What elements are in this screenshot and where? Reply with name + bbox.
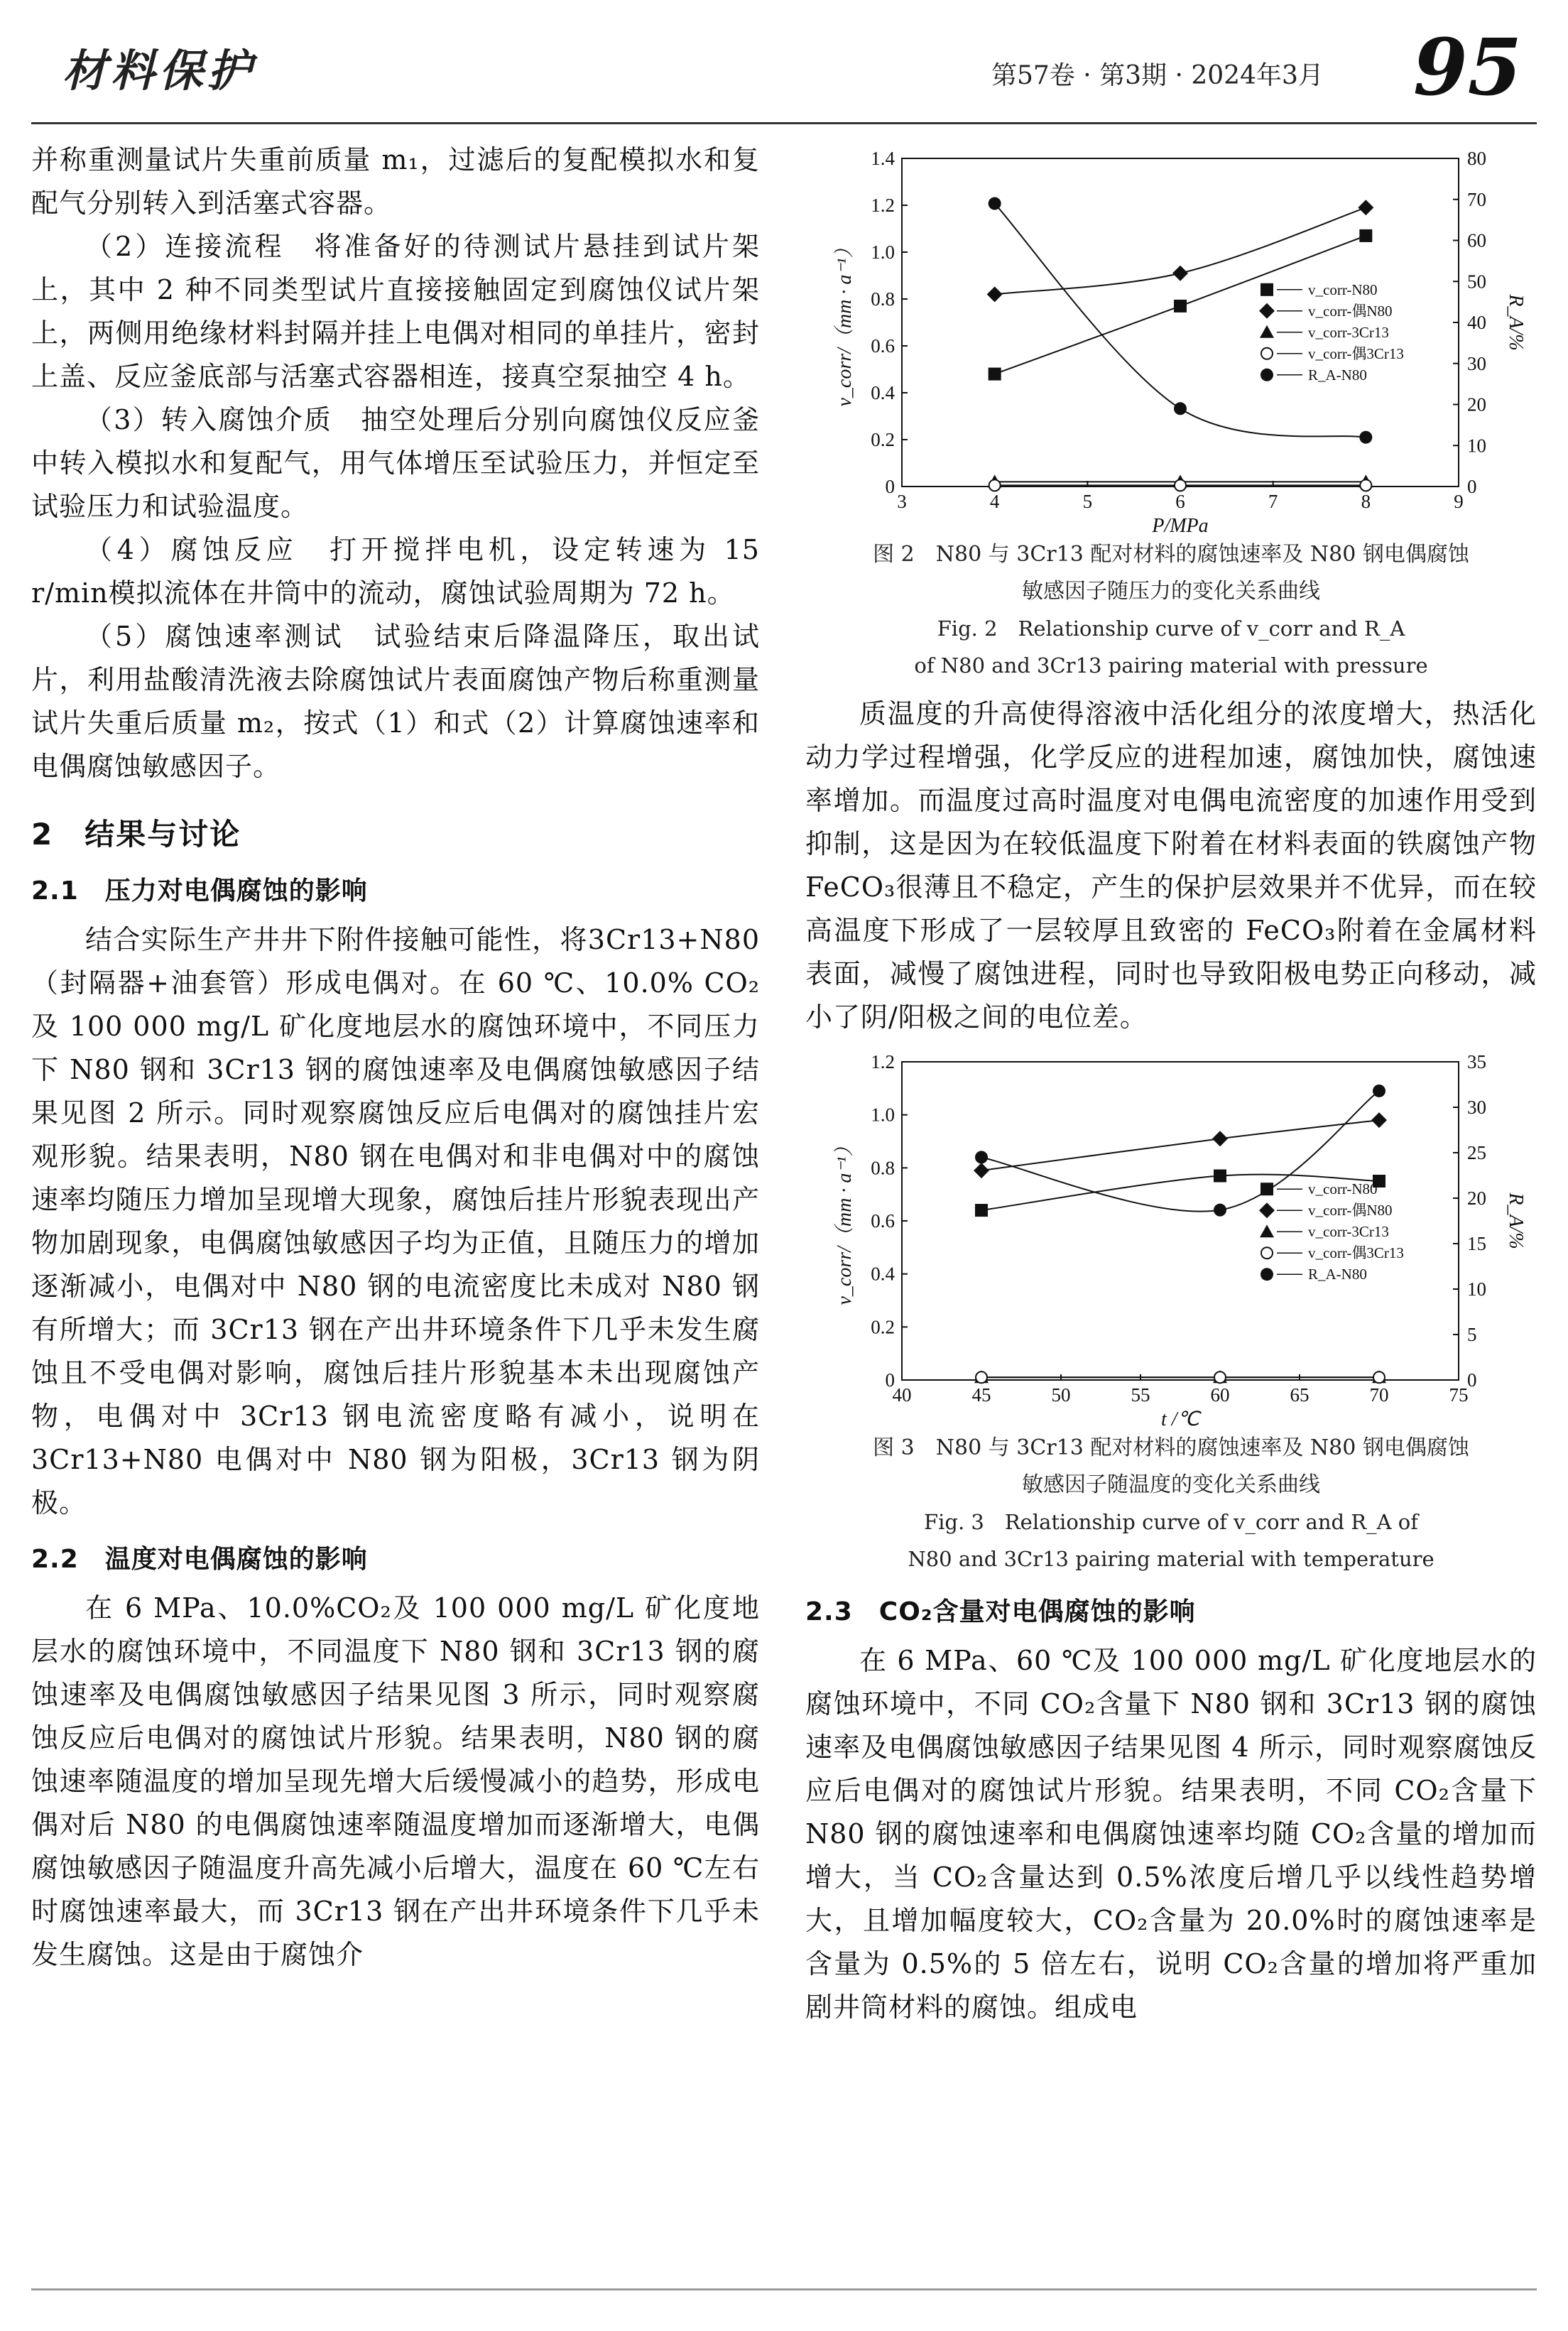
- paragraph: （4）腐蚀反应 打开搅拌电机，设定转速为 15 r/min模拟流体在井筒中的流动，腐蚀试验周期为 72 h。: [31, 534, 760, 609]
- figure-3-caption-en: [805, 1504, 1537, 1577]
- y2-tick-label: 0: [1467, 1369, 1477, 1391]
- right-column: [805, 138, 1537, 2029]
- series-v_corr-3Cr13: [974, 1370, 1386, 1383]
- y-tick-label: 0.8: [871, 1157, 895, 1179]
- x-tick-label: 4: [989, 491, 1000, 512]
- x-tick-label: 45: [971, 1384, 991, 1406]
- caption-line: Fig. 2 Relationship curve of v_corr and R_A: [937, 616, 1405, 641]
- legend-label: v_corr-3Cr13: [1308, 1223, 1389, 1241]
- figure-3-chart: [805, 1046, 1537, 1430]
- paragraph: （2）连接流程 将准备好的待测试片悬挂到试片架上，其中 2 种不同类型试片直接接触固定到腐蚀仪试片架上，两侧用绝缘材料封隔并挂上电偶对相同的单挂片，密封上盖、反应釜底部与活塞式容器相连，接真空泵抽空 4 h。: [31, 231, 760, 392]
- y-axis-label: v_corr/（mm · a⁻¹）: [834, 238, 856, 407]
- y-tick-label: 0.2: [871, 429, 895, 450]
- data-point: [1172, 266, 1188, 281]
- data-point: [1373, 1371, 1385, 1383]
- footer-rule: [31, 2288, 1537, 2291]
- x-tick-label: 55: [1131, 1384, 1150, 1406]
- x-tick-label: 5: [1082, 491, 1093, 512]
- issue-info: 第57卷 · 第3期 · 2024年3月: [991, 61, 1324, 90]
- y2-tick-label: 40: [1467, 312, 1486, 333]
- y2-tick-label: 20: [1467, 1188, 1486, 1209]
- section-heading: 2 结果与讨论: [31, 817, 241, 852]
- y-tick-label: 0.4: [871, 382, 895, 403]
- data-point: [1359, 431, 1372, 444]
- y-tick-label: 1.0: [871, 1104, 895, 1126]
- y2-tick-label: 20: [1467, 393, 1486, 415]
- y-tick-label: 1.2: [871, 1051, 895, 1072]
- y2-tick-label: 60: [1467, 229, 1486, 251]
- legend-label: v_corr-偶3Cr13: [1308, 1244, 1404, 1262]
- data-point: [989, 197, 1001, 210]
- caption-line: of N80 and 3Cr13 pairing material with pressure: [914, 653, 1428, 678]
- data-point: [1214, 1170, 1226, 1183]
- y2-axis-label: R_A/%: [1505, 1192, 1527, 1249]
- y2-tick-label: 80: [1467, 148, 1486, 169]
- caption-line: N80 and 3Cr13 pairing material with temperature: [908, 1547, 1434, 1571]
- data-point: [1373, 1085, 1385, 1097]
- caption-line: Fig. 3 Relationship curve of v_corr and R_A of: [923, 1510, 1418, 1534]
- data-point: [1214, 1204, 1226, 1217]
- legend-label: v_corr-偶N80: [1308, 1202, 1393, 1219]
- data-point: [989, 368, 1001, 381]
- data-point: [1359, 229, 1372, 242]
- plot-frame: [902, 1062, 1459, 1380]
- paragraph: 质温度的升高使得溶液中活化组分的浓度增大，热活化动力学过程增强，化学反应的进程加速，腐蚀加快，腐蚀速率增加。而温度过高时温度对电偶电流密度的加速作用受到抑制，这是因为在较低温度下附着在材料表面的铁腐蚀产物 FeCO₃很薄且不稳定，产生的保护层效果并不优异，而在较高温度下形成了一层较厚且致密的 FeCO₃附着在金属材料表面，减慢了腐蚀进程，同时也导致阳极电势正向移动，减小了阴/阳极之间的电位差。: [805, 698, 1537, 1033]
- y2-tick-label: 30: [1467, 352, 1486, 374]
- y2-tick-label: 70: [1467, 188, 1486, 210]
- legend-label: R_A-N80: [1308, 366, 1367, 384]
- figure-2-caption-cn: [805, 536, 1537, 610]
- y-axis-label: v_corr/（mm · a⁻¹）: [834, 1136, 856, 1305]
- y2-axis-label: R_A/%: [1505, 294, 1527, 351]
- y-tick-label: 0.2: [871, 1316, 895, 1338]
- data-point: [975, 1151, 988, 1163]
- y2-tick-label: 5: [1467, 1324, 1477, 1345]
- data-point: [1174, 402, 1187, 415]
- subsection-heading: 2.3 CO₂含量对电偶腐蚀的影响: [805, 1597, 1196, 1626]
- series-v_corr-偶N80: [974, 1112, 1387, 1178]
- legend-marker: [1260, 325, 1274, 338]
- x-tick-label: 40: [892, 1384, 912, 1406]
- y-tick-label: 1.2: [871, 195, 895, 216]
- data-point: [1358, 200, 1373, 215]
- series-line: [981, 1120, 1379, 1170]
- x-tick-label: 50: [1051, 1384, 1071, 1406]
- legend-marker: [1260, 1224, 1274, 1237]
- data-point: [1175, 479, 1186, 491]
- y2-tick-label: 0: [1467, 476, 1477, 497]
- y2-tick-label: 35: [1467, 1051, 1486, 1072]
- legend-marker: [1259, 1202, 1275, 1218]
- figure-2-chart: [805, 138, 1537, 536]
- legend-marker: [1261, 283, 1273, 296]
- subsection-heading: 2.1 压力对电偶腐蚀的影响: [31, 876, 368, 906]
- data-point: [989, 479, 1001, 491]
- data-point: [1371, 1112, 1387, 1128]
- data-point: [1212, 1131, 1228, 1146]
- y2-tick-label: 50: [1467, 271, 1486, 293]
- legend-marker: [1261, 1268, 1273, 1281]
- data-point: [975, 1204, 988, 1217]
- y-tick-label: 0: [885, 476, 895, 497]
- plot-frame: [902, 158, 1459, 487]
- x-tick-label: 8: [1361, 491, 1371, 512]
- legend-marker: [1261, 348, 1273, 359]
- header-rule: [31, 122, 1537, 124]
- y2-tick-label: 25: [1467, 1142, 1486, 1163]
- caption-line: 敏感因子随温度的变化关系曲线: [1022, 1472, 1320, 1497]
- legend-label: v_corr-3Cr13: [1308, 323, 1389, 341]
- journal-name: 材料保护: [62, 45, 256, 97]
- paragraph: 并称重测量试片失重前质量 m₁，过滤后的复配模拟水和复配气分别转入到活塞式容器。: [31, 144, 760, 219]
- series-v_corr-偶3Cr13: [976, 1371, 1385, 1383]
- page-number: 95: [1413, 21, 1523, 113]
- legend-marker: [1259, 303, 1275, 319]
- legend-label: v_corr-偶3Cr13: [1308, 344, 1404, 362]
- data-point: [1360, 479, 1371, 491]
- x-tick-label: 60: [1210, 1384, 1230, 1406]
- x-tick-label: 65: [1290, 1384, 1310, 1406]
- x-tick-label: 6: [1175, 491, 1185, 512]
- y-tick-label: 0.6: [871, 335, 895, 357]
- legend-label: v_corr-N80: [1308, 281, 1378, 298]
- paragraph: 在 6 MPa、60 ℃及 100 000 mg/L 矿化度地层水的腐蚀环境中，不同 CO₂含量下 N80 钢和 3Cr13 钢的腐蚀速率及电偶腐蚀敏感因子结果见图 4 所示，同时观察腐蚀反应后电偶对的腐蚀试片形貌。结果表明，不同 CO₂含量下 N80 钢的腐蚀速率和电偶腐蚀速率均随 CO₂含量的增加而增大，当 CO₂含量达到 0.5%浓度后增几乎以线性趋势增大，且增加幅度较大，CO₂含量为 20.0%时的腐蚀速率是含量为 0.5%的 5 倍左右，说明 CO₂含量的增加将严重加剧井筒材料的腐蚀。组成电: [805, 1645, 1537, 2023]
- y2-tick-label: 10: [1467, 1278, 1486, 1300]
- legend-marker: [1261, 369, 1273, 381]
- subsection-heading: 2.2 温度对电偶腐蚀的影响: [31, 1545, 368, 1574]
- legend-label: v_corr-偶N80: [1308, 302, 1393, 320]
- x-tick-label: 7: [1268, 491, 1278, 512]
- x-tick-label: 9: [1454, 491, 1464, 512]
- paragraph: （5）腐蚀速率测试 试验结束后降温降压，取出试片，利用盐酸清洗液去除腐蚀试片表面腐蚀产物后称重测量试片失重后质量 m₂，按式（1）和式（2）计算腐蚀速率和电偶腐蚀敏感因子。: [31, 621, 760, 782]
- x-tick-label: 75: [1449, 1384, 1469, 1406]
- series-R_A-N80: [989, 197, 1373, 444]
- data-point: [987, 286, 1003, 302]
- paragraph: 结合实际生产井井下附件接触可能性，将3Cr13+N80（封隔器+油套管）形成电偶对。在 60 ℃、10.0% CO₂及 100 000 mg/L 矿化度地层水的腐蚀环境中，不同压力下 N80 钢和 3Cr13 钢的腐蚀速率及电偶腐蚀敏感因子结果见图 2 所示。同时观察腐蚀反应后电偶对的腐蚀挂片宏观形貌。结果表明，N80 钢在电偶对和非电偶对中的腐蚀速率均随压力增加呈现增大现象，腐蚀后挂片形貌表现出产物加剧现象，电偶腐蚀敏感因子均为正值，且随压力的增加逐渐减小，电偶对中 N80 钢的电流密度比未成对 N80 钢有所增大；而 3Cr13 钢在产出井环境条件下几乎未发生腐蚀且不受电偶对影响，腐蚀后挂片形貌基本未出现腐蚀产物，电偶对中 3Cr13 钢电流密度略有减小，说明在 3Cr13+N80 电偶对中 N80 钢为阳极，3Cr13 钢为阴极。: [31, 924, 760, 1518]
- figure-3-caption-cn: [805, 1430, 1537, 1504]
- figure-2: [805, 138, 1537, 684]
- caption-line: 图 2 N80 与 3Cr13 配对材料的腐蚀速率及 N80 钢电偶腐蚀: [873, 542, 1469, 567]
- y2-tick-label: 10: [1467, 435, 1486, 457]
- legend-marker: [1261, 1247, 1273, 1259]
- caption-line: 图 3 N80 与 3Cr13 配对材料的腐蚀速率及 N80 钢电偶腐蚀: [873, 1435, 1469, 1460]
- legend-label: R_A-N80: [1308, 1266, 1367, 1283]
- y-tick-label: 1.4: [871, 148, 895, 169]
- data-point: [1174, 300, 1187, 313]
- x-axis-label: P/MPa: [1152, 515, 1209, 536]
- x-axis-label: t /℃: [1160, 1408, 1200, 1430]
- y-tick-label: 0: [885, 1369, 895, 1391]
- legend-label: v_corr-N80: [1308, 1180, 1378, 1198]
- caption-line: 敏感因子随压力的变化关系曲线: [1022, 579, 1320, 604]
- data-point: [974, 1163, 989, 1178]
- y-tick-label: 0.8: [871, 288, 895, 310]
- x-tick-label: 3: [897, 491, 907, 512]
- legend-marker: [1261, 1183, 1273, 1195]
- data-point: [976, 1371, 987, 1383]
- paragraph: 在 6 MPa、10.0%CO₂及 100 000 mg/L 矿化度地层水的腐蚀环境中，不同温度下 N80 钢和 3Cr13 钢的腐蚀速率及电偶腐蚀敏感因子结果见图 3 所示，同时观察腐蚀反应后电偶对的腐蚀试片形貌。结果表明，N80 钢的腐蚀速率随温度的增加呈现先增大后缓慢减小的趋势，形成电偶对后 N80 的电偶腐蚀速率随温度增加而逐渐增大，电偶腐蚀敏感因子随温度升高先减小后增大，温度在 60 ℃左右时腐蚀速率最大，而 3Cr13 钢在产出井环境条件下几乎未发生腐蚀。这是由于腐蚀介: [31, 1592, 760, 1970]
- paragraph: （3）转入腐蚀介质 抽空处理后分别向腐蚀仪反应釜中转入模拟水和复配气，用气体增压至试验压力，并恒定至试验压力和试验温度。: [31, 404, 760, 522]
- left-column: [31, 138, 760, 1977]
- y-tick-label: 1.0: [871, 241, 895, 263]
- page-header: [0, 0, 1568, 124]
- x-tick-label: 70: [1369, 1384, 1389, 1406]
- y-tick-label: 0.6: [871, 1210, 895, 1232]
- data-point: [1214, 1371, 1226, 1383]
- figure-2-caption-en: [805, 610, 1537, 684]
- figure-3: [805, 1046, 1537, 1577]
- y2-tick-label: 15: [1467, 1233, 1486, 1254]
- y2-tick-label: 30: [1467, 1097, 1486, 1118]
- y-tick-label: 0.4: [871, 1263, 895, 1285]
